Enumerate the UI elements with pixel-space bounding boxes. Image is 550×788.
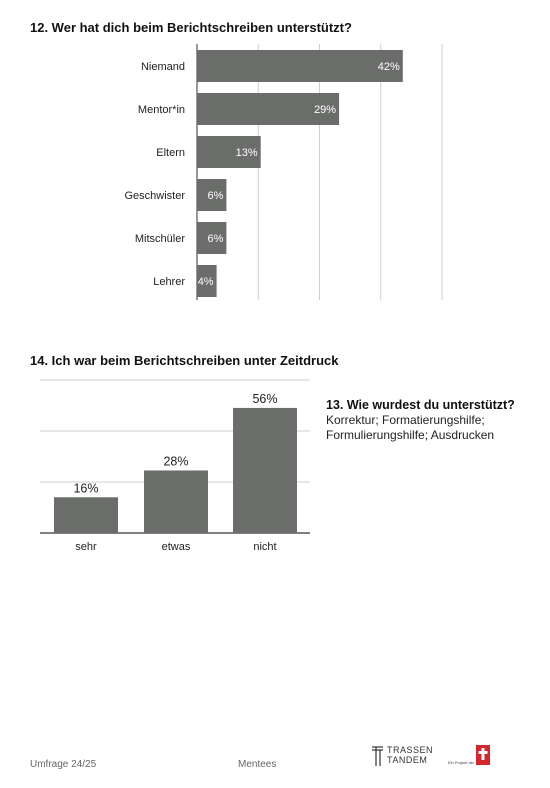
logo-line1: TRASSEN	[387, 745, 434, 755]
hbar-category-label: Eltern	[156, 147, 185, 159]
hbar-value-label: 13%	[235, 147, 258, 159]
annotation-title: 13. Wie wurdest du unterstützt?	[326, 398, 515, 412]
vbar-category-label: etwas	[161, 541, 191, 553]
hbar-value-label: 42%	[377, 61, 400, 73]
hbar-category-label: Niemand	[140, 61, 185, 73]
vbar-value-label: 16%	[73, 481, 99, 496]
vbar-value-label: 28%	[163, 454, 189, 469]
footer-survey-label: Umfrage 24/25	[30, 759, 97, 770]
vbar-bar	[54, 497, 118, 533]
vbar-category-label: nicht	[253, 541, 277, 553]
hbar-bar	[197, 50, 403, 82]
trassen-tandem-logo	[371, 743, 451, 769]
vbar-category-label: sehr	[75, 541, 97, 553]
hbar-value-label: 29%	[314, 104, 337, 116]
hbar-category-label: Geschwister	[124, 190, 185, 202]
hbar-value-label: 6%	[207, 190, 224, 202]
footer-audience-label: Mentees	[238, 759, 277, 770]
logo-line2: TANDEM	[387, 755, 428, 765]
vbar-bar	[144, 470, 208, 533]
hbar-value-label: 4%	[197, 276, 214, 288]
caritas-logo-caption: Ein Projekt der	[448, 760, 475, 765]
hbar-chart-title: 12. Wer hat dich beim Berichtschreiben unterstützt?	[30, 20, 352, 35]
hbar-category-label: Lehrer	[153, 276, 185, 288]
annotation-text: Korrektur; Formatierungshilfe; Formulierungshilfe; Ausdrucken	[326, 413, 495, 442]
vbar-chart-title: 14. Ich war beim Berichtschreiben unter Zeitdruck	[30, 353, 339, 368]
hbar-category-label: Mentor*in	[137, 104, 185, 116]
trassen-tandem-mark-icon	[371, 744, 385, 768]
hbar-category-label: Mitschüler	[134, 233, 185, 245]
vbar-bar	[233, 408, 297, 533]
vbar-value-label: 56%	[252, 391, 278, 406]
caritas-logo	[448, 745, 492, 769]
vbar-chart	[0, 380, 330, 580]
caritas-cross-icon	[476, 745, 490, 765]
hbar-chart	[0, 0, 550, 320]
hbar-value-label: 6%	[207, 233, 224, 245]
